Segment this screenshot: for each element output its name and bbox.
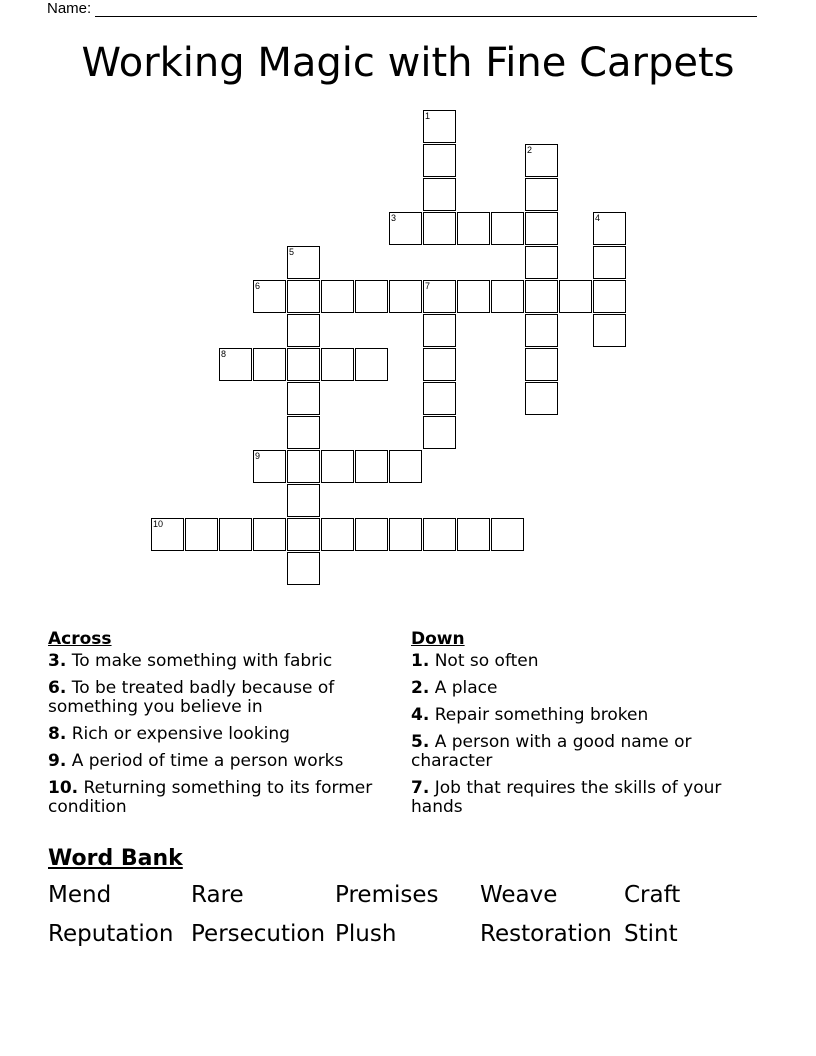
crossword-cell[interactable] (525, 178, 558, 211)
clue-number: 8. (48, 724, 67, 744)
crossword-cell[interactable] (423, 144, 456, 177)
crossword-cell[interactable] (151, 518, 184, 551)
crossword-cell[interactable] (423, 382, 456, 415)
crossword-cell[interactable] (423, 212, 456, 245)
crossword-cell[interactable] (253, 280, 286, 313)
cell-number: 6 (255, 281, 261, 291)
name-label: Name: (47, 0, 92, 17)
crossword-cell[interactable] (423, 314, 456, 347)
down-clue (411, 779, 741, 817)
crossword-cell[interactable] (389, 212, 422, 245)
crossword-cell[interactable] (593, 314, 626, 347)
clue-number: 9. (48, 751, 67, 771)
crossword-cell[interactable] (525, 314, 558, 347)
down-clue (411, 733, 741, 771)
crossword-cell[interactable] (559, 280, 592, 313)
crossword-cell[interactable] (287, 416, 320, 449)
crossword-cell[interactable] (423, 280, 456, 313)
crossword-cell[interactable] (525, 280, 558, 313)
word-bank-word: Mend (48, 882, 112, 908)
crossword-cell[interactable] (321, 450, 354, 483)
down-clue (411, 652, 741, 671)
crossword-cell[interactable] (423, 416, 456, 449)
clue-number: 4. (411, 705, 430, 725)
crossword-cell[interactable] (321, 518, 354, 551)
clue-number: 5. (411, 732, 430, 752)
down-clue (411, 679, 741, 698)
across-clue (48, 752, 378, 771)
crossword-cell[interactable] (287, 280, 320, 313)
cell-number: 5 (289, 247, 295, 257)
crossword-cell[interactable] (525, 212, 558, 245)
cell-number: 3 (391, 213, 397, 223)
cell-number: 2 (527, 145, 533, 155)
cell-number: 9 (255, 451, 261, 461)
crossword-cell[interactable] (287, 450, 320, 483)
crossword-cell[interactable] (287, 552, 320, 585)
crossword-cell[interactable] (287, 246, 320, 279)
crossword-cell[interactable] (219, 518, 252, 551)
crossword-cell[interactable] (389, 450, 422, 483)
clue-text: Not so often (434, 651, 539, 671)
crossword-cell[interactable] (287, 518, 320, 551)
clue-text: Job that requires the skills of your hands (411, 778, 722, 817)
crossword-cell[interactable] (457, 518, 490, 551)
crossword-cell[interactable] (219, 348, 252, 381)
down-heading: Down (411, 629, 465, 649)
clue-text: Repair something broken (434, 705, 649, 725)
crossword-cell[interactable] (593, 280, 626, 313)
crossword-cell[interactable] (287, 382, 320, 415)
cell-number: 1 (425, 111, 431, 121)
crossword-cell[interactable] (287, 348, 320, 381)
crossword-cell[interactable] (355, 280, 388, 313)
clue-number: 7. (411, 778, 430, 798)
word-bank-word: Restoration (480, 921, 612, 947)
clue-number: 1. (411, 651, 430, 671)
crossword-cell[interactable] (253, 348, 286, 381)
word-bank-word: Craft (624, 882, 681, 908)
clue-number: 2. (411, 678, 430, 698)
crossword-cell[interactable] (491, 280, 524, 313)
clue-number: 10. (48, 778, 79, 798)
crossword-cell[interactable] (321, 348, 354, 381)
crossword-cell[interactable] (253, 518, 286, 551)
crossword-cell[interactable] (321, 280, 354, 313)
crossword-cell[interactable] (423, 178, 456, 211)
word-bank-word: Persecution (191, 921, 326, 947)
crossword-cell[interactable] (525, 348, 558, 381)
clue-text: Rich or expensive looking (71, 724, 290, 744)
across-clue (48, 652, 378, 671)
crossword-cell[interactable] (185, 518, 218, 551)
crossword-cell[interactable] (389, 518, 422, 551)
across-heading: Across (48, 629, 112, 649)
crossword-cell[interactable] (525, 382, 558, 415)
clue-text: Returning something to its former condition (48, 778, 373, 817)
crossword-cell[interactable] (389, 280, 422, 313)
cell-number: 7 (425, 281, 431, 291)
crossword-cell[interactable] (423, 110, 456, 143)
crossword-cell[interactable] (287, 314, 320, 347)
word-bank-word: Weave (480, 882, 558, 908)
clue-text: To make something with fabric (71, 651, 333, 671)
crossword-cell[interactable] (355, 348, 388, 381)
clue-text: A person with a good name or character (411, 732, 692, 771)
cell-number: 4 (595, 213, 601, 223)
word-bank-word: Plush (335, 921, 397, 947)
clue-number: 6. (48, 678, 67, 698)
page-title: Working Magic with Fine Carpets (81, 40, 735, 86)
crossword-cell[interactable] (355, 518, 388, 551)
word-bank-word: Reputation (48, 921, 174, 947)
crossword-cell[interactable] (525, 144, 558, 177)
across-clue (48, 679, 378, 717)
down-clue (411, 706, 741, 725)
crossword-cell[interactable] (525, 246, 558, 279)
crossword-cell[interactable] (423, 348, 456, 381)
crossword-cell[interactable] (287, 484, 320, 517)
across-clues (48, 630, 378, 825)
clue-text: To be treated badly because of something you believe in (48, 678, 335, 717)
across-clue (48, 779, 378, 817)
cell-number: 10 (153, 519, 164, 529)
clue-text: A period of time a person works (71, 751, 344, 771)
crossword-cell[interactable] (457, 212, 490, 245)
word-bank-word: Premises (335, 882, 439, 908)
across-clue (48, 725, 378, 744)
word-bank-word: Rare (191, 882, 244, 908)
crossword-cell[interactable] (491, 518, 524, 551)
crossword-cell[interactable] (355, 450, 388, 483)
clue-text: A place (434, 678, 498, 698)
crossword-cell[interactable] (253, 450, 286, 483)
crossword-cell[interactable] (593, 212, 626, 245)
down-clues (411, 630, 741, 825)
crossword-cell[interactable] (593, 246, 626, 279)
crossword-cell[interactable] (491, 212, 524, 245)
crossword-cell[interactable] (457, 280, 490, 313)
clue-number: 3. (48, 651, 67, 671)
crossword-cell[interactable] (423, 518, 456, 551)
word-bank-word: Stint (624, 921, 678, 947)
word-bank-title: Word Bank (48, 846, 183, 871)
cell-number: 8 (221, 349, 227, 359)
